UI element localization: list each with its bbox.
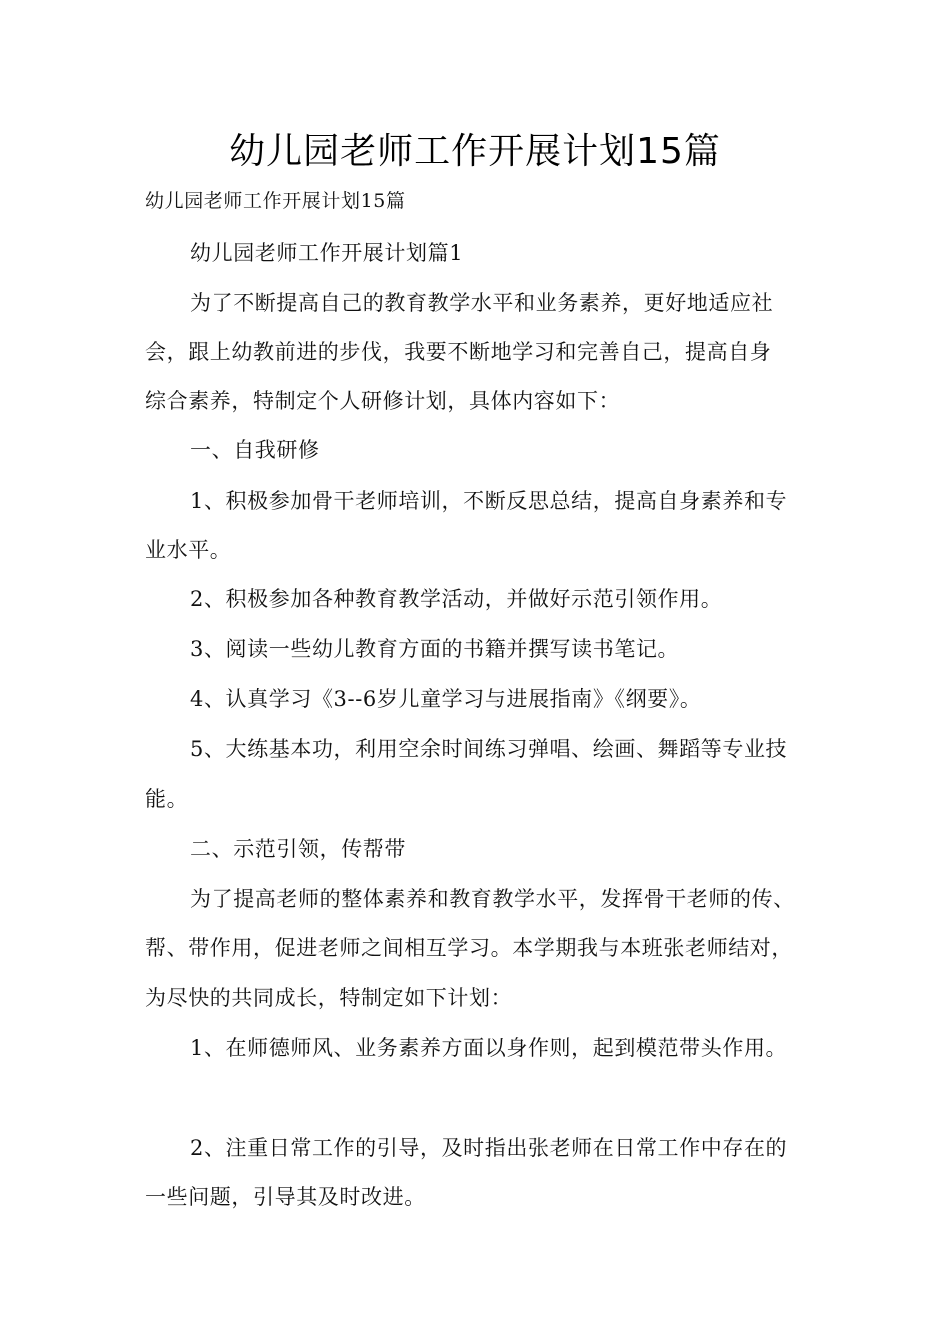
list-item-continuation: 业水平。 bbox=[145, 538, 232, 562]
paragraph-line: 为了提高老师的整体素养和教育教学水平，发挥骨干老师的传、 bbox=[190, 887, 795, 911]
paragraph-line: 为了不断提高自己的教育教学水平和业务素养，更好地适应社 bbox=[190, 291, 774, 315]
list-item-continuation: 能。 bbox=[145, 787, 189, 811]
heading-self-study: 一、自我研修 bbox=[190, 438, 320, 462]
paragraph-line: 为尽快的共同成长，特制定如下计划： bbox=[145, 986, 513, 1010]
list-item: 3、阅读一些幼儿教育方面的书籍并撰写读书笔记。 bbox=[190, 637, 680, 661]
list-item: 1、积极参加骨干老师培训，不断反思总结，提高自身素养和专 bbox=[190, 489, 788, 513]
list-item: 5、大练基本功，利用空余时间练习弹唱、绘画、舞蹈等专业技 bbox=[190, 737, 788, 761]
list-item: 2、注重日常工作的引导，及时指出张老师在日常工作中存在的 bbox=[190, 1136, 788, 1160]
list-item: 1、在师德师风、业务素养方面以身作则，起到模范带头作用。 bbox=[190, 1036, 788, 1060]
document-title: 幼儿园老师工作开展计划15篇 bbox=[229, 131, 721, 172]
heading-mentoring: 二、示范引领，传帮带 bbox=[190, 837, 406, 861]
section-heading: 幼儿园老师工作开展计划篇1 bbox=[190, 241, 464, 265]
list-item: 2、积极参加各种教育教学活动，并做好示范引领作用。 bbox=[190, 587, 723, 611]
paragraph-line: 帮、带作用，促进老师之间相互学习。本学期我与本班张老师结对， bbox=[145, 936, 793, 960]
paragraph-line: 会，跟上幼教前进的步伐，我要不断地学习和完善自己，提高自身 bbox=[145, 340, 772, 364]
document-subtitle: 幼儿园老师工作开展计划15篇 bbox=[145, 190, 406, 212]
list-item-continuation: 一些问题，引导其及时改进。 bbox=[145, 1185, 426, 1209]
paragraph-line: 综合素养，特制定个人研修计划，具体内容如下： bbox=[145, 389, 621, 413]
list-item: 4、认真学习《3--6岁儿童学习与进展指南》《纲要》。 bbox=[190, 687, 702, 711]
